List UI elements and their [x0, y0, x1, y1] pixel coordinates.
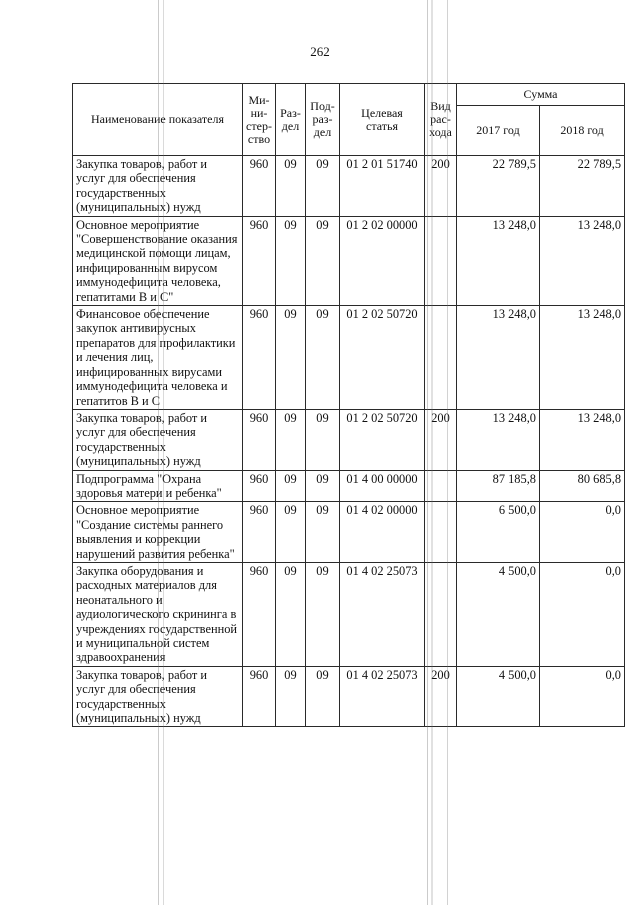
ministry-cell: 960	[243, 470, 276, 502]
expense-type-cell: 200	[425, 156, 457, 217]
subsection-cell: 09	[306, 409, 340, 470]
row-name-cell: Подпрограмма "Охрана здоровья матери и ребенка"	[73, 470, 243, 502]
target-cell: 01 2 02 50720	[340, 409, 425, 470]
table-row	[73, 156, 625, 217]
ministry-cell: 960	[243, 409, 276, 470]
scan-streak	[447, 0, 448, 905]
section-cell: 09	[276, 156, 306, 217]
header-expense-type: Вид рас- хода	[425, 84, 457, 156]
row-name-cell: Закупка товаров, работ и услуг для обеспечения государственных (муниципальных) нужд	[73, 156, 243, 217]
amount-2018-cell: 0,0	[540, 502, 625, 563]
expense-type-cell: 200	[425, 409, 457, 470]
row-name-cell: Финансовое обеспечение закупок антивирусных препаратов для профилактики и лечения лиц, инфицированных вирусами иммунодефицита человека и гепатитов В и С	[73, 306, 243, 410]
subsection-cell: 09	[306, 470, 340, 502]
expense-type-cell	[425, 562, 457, 666]
ministry-cell: 960	[243, 502, 276, 563]
subsection-cell: 09	[306, 502, 340, 563]
target-cell: 01 4 02 25073	[340, 562, 425, 666]
row-name-cell: Закупка товаров, работ и услуг для обеспечения государственных (муниципальных) нужд	[73, 666, 243, 727]
section-cell: 09	[276, 562, 306, 666]
expense-type-cell	[425, 216, 457, 305]
amount-2018-cell: 13 248,0	[540, 216, 625, 305]
target-cell: 01 4 00 00000	[340, 470, 425, 502]
table-body	[73, 156, 625, 727]
expense-type-cell	[425, 470, 457, 502]
scan-streak	[163, 0, 164, 905]
header-sum: Сумма	[457, 84, 625, 106]
row-name-cell: Основное мероприятие "Создание системы раннего выявления и коррекции нарушений развития ребенка"	[73, 502, 243, 563]
section-cell: 09	[276, 216, 306, 305]
subsection-cell: 09	[306, 216, 340, 305]
amount-2017-cell: 4 500,0	[457, 666, 540, 727]
amount-2018-cell: 0,0	[540, 562, 625, 666]
table-header	[73, 84, 625, 156]
target-cell: 01 4 02 25073	[340, 666, 425, 727]
table-row	[73, 216, 625, 305]
subsection-cell: 09	[306, 562, 340, 666]
header-name: Наименование показателя	[73, 84, 243, 156]
table-row	[73, 409, 625, 470]
header-year-2018: 2018 год	[540, 106, 625, 156]
scan-streak	[431, 0, 433, 905]
ministry-cell: 960	[243, 156, 276, 217]
section-cell: 09	[276, 470, 306, 502]
amount-2018-cell: 13 248,0	[540, 409, 625, 470]
expense-type-cell	[425, 502, 457, 563]
amount-2018-cell: 80 685,8	[540, 470, 625, 502]
ministry-cell: 960	[243, 306, 276, 410]
row-name-cell: Закупка товаров, работ и услуг для обеспечения государственных (муниципальных) нужд	[73, 409, 243, 470]
subsection-cell: 09	[306, 666, 340, 727]
target-cell: 01 2 01 51740	[340, 156, 425, 217]
expense-type-cell: 200	[425, 666, 457, 727]
amount-2017-cell: 13 248,0	[457, 306, 540, 410]
amount-2017-cell: 4 500,0	[457, 562, 540, 666]
expense-type-cell	[425, 306, 457, 410]
ministry-cell: 960	[243, 562, 276, 666]
table-row	[73, 470, 625, 502]
subsection-cell: 09	[306, 306, 340, 410]
target-cell: 01 4 02 00000	[340, 502, 425, 563]
amount-2017-cell: 87 185,8	[457, 470, 540, 502]
header-subsection: Под- раз- дел	[306, 84, 340, 156]
section-cell: 09	[276, 502, 306, 563]
scan-streak	[158, 0, 159, 905]
amount-2018-cell: 13 248,0	[540, 306, 625, 410]
target-cell: 01 2 02 50720	[340, 306, 425, 410]
amount-2017-cell: 22 789,5	[457, 156, 540, 217]
header-year-2017: 2017 год	[457, 106, 540, 156]
amount-2017-cell: 6 500,0	[457, 502, 540, 563]
ministry-cell: 960	[243, 666, 276, 727]
budget-table	[72, 83, 625, 727]
header-section: Раз- дел	[276, 84, 306, 156]
header-target: Целевая статья	[340, 84, 425, 156]
scan-streak	[427, 0, 428, 905]
amount-2018-cell: 22 789,5	[540, 156, 625, 217]
amount-2017-cell: 13 248,0	[457, 409, 540, 470]
amount-2017-cell: 13 248,0	[457, 216, 540, 305]
section-cell: 09	[276, 306, 306, 410]
header-ministry: Ми- ни- стер- ство	[243, 84, 276, 156]
section-cell: 09	[276, 409, 306, 470]
section-cell: 09	[276, 666, 306, 727]
page-number: 262	[310, 44, 330, 59]
table-row	[73, 666, 625, 727]
ministry-cell: 960	[243, 216, 276, 305]
table-row	[73, 306, 625, 410]
table-row	[73, 502, 625, 563]
row-name-cell: Основное мероприятие "Совершенствование оказания медицинской помощи лицам, инфицированным вирусом иммунодефицита человека, гепатитами В и С"	[73, 216, 243, 305]
target-cell: 01 2 02 00000	[340, 216, 425, 305]
amount-2018-cell: 0,0	[540, 666, 625, 727]
row-name-cell: Закупка оборудования и расходных материалов для неонатального и аудиологического скрининга в учреждениях государственной и муниципальной систем здравоохранения	[73, 562, 243, 666]
subsection-cell: 09	[306, 156, 340, 217]
table-row	[73, 562, 625, 666]
